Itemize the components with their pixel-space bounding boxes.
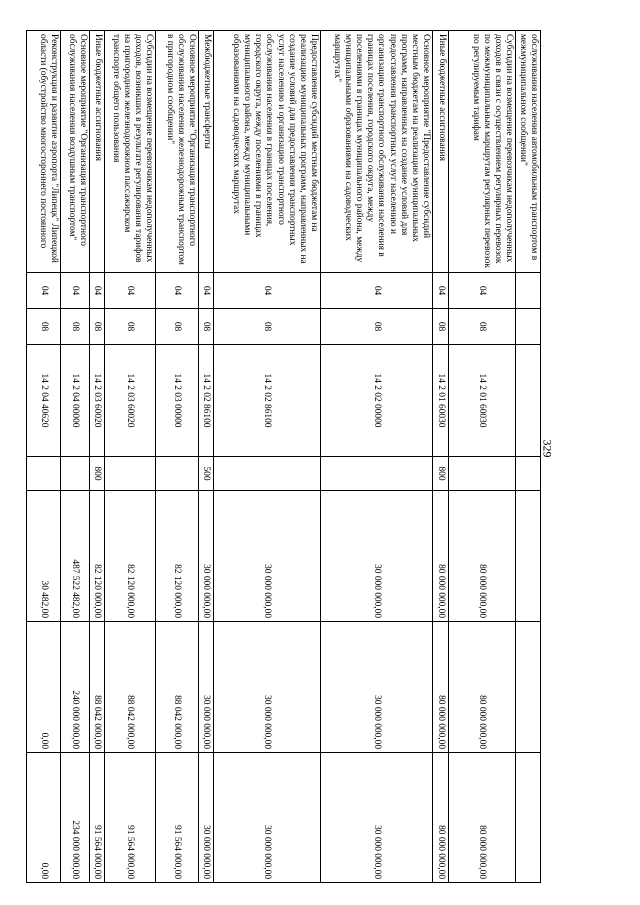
table-row (89, 31, 104, 883)
amount-year-2-cell (515, 622, 540, 753)
expense-type-cell (60, 457, 89, 491)
table-row (155, 31, 198, 883)
target-article-cell: 14 2 02 86100 (198, 345, 213, 457)
table-row (320, 31, 432, 883)
amount-year-2-cell: 30 000 000,00 (320, 622, 432, 753)
amount-year-3-cell: 234 000 000,00 (60, 753, 89, 883)
expense-type-cell (213, 457, 320, 491)
page-number: 329 (540, 439, 555, 458)
row-name-cell: Основное мероприятие "Предоставление субсидий местным бюджетам на реализацию муниципальных программ, направленных на создание условий для предоставления транспортных услуг населению и организацию транспортного обслуживания населения в границах поселения, городского округа, между поселениями в границах муниципального района, между муниципальными образованиями на садоводческих маршрутах" (320, 31, 432, 273)
amount-year-3-cell: 30 000 000,00 (198, 753, 213, 883)
subsection-cell: 08 (104, 309, 155, 345)
section-cell (515, 273, 540, 309)
amount-year-3-cell: 0,00 (26, 753, 60, 883)
table-row (26, 31, 60, 883)
amount-year-3-cell: 80 000 000,00 (448, 753, 515, 883)
table-row (104, 31, 155, 883)
row-name-cell: Межбюджетные трансферты (198, 31, 213, 273)
table-row (448, 31, 515, 883)
target-article-cell: 14 2 01 60030 (448, 345, 515, 457)
section-cell: 04 (320, 273, 432, 309)
amount-year-1-cell: 30 000 000,00 (198, 491, 213, 622)
amount-year-2-cell: 30 000 000,00 (213, 622, 320, 753)
section-cell: 04 (432, 273, 448, 309)
target-article-cell: 14 2 03 60020 (89, 345, 104, 457)
section-cell: 04 (198, 273, 213, 309)
section-cell: 04 (213, 273, 320, 309)
expense-type-cell (104, 457, 155, 491)
section-cell: 04 (89, 273, 104, 309)
target-article-cell: 14 2 03 60020 (104, 345, 155, 457)
amount-year-1-cell: 30 000 000,00 (320, 491, 432, 622)
subsection-cell: 08 (448, 309, 515, 345)
target-article-cell: 14 2 01 60030 (432, 345, 448, 457)
table-row (515, 31, 540, 883)
amount-year-3-cell: 91 564 000,00 (155, 753, 198, 883)
section-cell: 04 (448, 273, 515, 309)
expense-type-cell (155, 457, 198, 491)
target-article-cell: 14 2 02 00000 (320, 345, 432, 457)
amount-year-3-cell: 91 564 000,00 (104, 753, 155, 883)
subsection-cell: 08 (89, 309, 104, 345)
amount-year-1-cell: 82 120 000,00 (155, 491, 198, 622)
row-name-cell: Иные бюджетные ассигнования (432, 31, 448, 273)
target-article-cell: 14 2 02 86100 (213, 345, 320, 457)
row-name-cell: Реконструкция и развитие аэропорта "Липецк" Липецкой области (обустройство многостороннего постоянного (26, 31, 60, 273)
amount-year-1-cell: 82 120 000,00 (104, 491, 155, 622)
amount-year-1-cell: 30 482,00 (26, 491, 60, 622)
subsection-cell: 08 (213, 309, 320, 345)
target-article-cell: 14 2 04 40620 (26, 345, 60, 457)
subsection-cell: 08 (320, 309, 432, 345)
amount-year-3-cell (515, 753, 540, 883)
section-cell: 04 (104, 273, 155, 309)
amount-year-2-cell: 88 042 000,00 (155, 622, 198, 753)
budget-table-body (26, 31, 540, 883)
section-cell: 04 (26, 273, 60, 309)
row-name-cell: Основное мероприятие "Организация транспортного обслуживания населения железнодорожным транспортом в пригородном сообщении" (155, 31, 198, 273)
subsection-cell: 08 (155, 309, 198, 345)
subsection-cell: 08 (198, 309, 213, 345)
table-row (213, 31, 320, 883)
amount-year-1-cell: 30 000 000,00 (213, 491, 320, 622)
row-name-cell: Иные бюджетные ассигнования (89, 31, 104, 273)
target-article-cell (515, 345, 540, 457)
subsection-cell: 08 (26, 309, 60, 345)
section-cell: 04 (155, 273, 198, 309)
expense-type-cell: 800 (89, 457, 104, 491)
row-name-cell: Основное мероприятие "Организация транспортного обслуживания населения воздушным транспортом" (60, 31, 89, 273)
expense-type-cell (320, 457, 432, 491)
row-name-cell: Предоставление субсидий местным бюджетам на реализацию муниципальных программ, направленных на создание условий для предоставления транспортных услуг населению и организацию транспортного обслуживания населения в границах поселения, городского округа, между поселениями в границах муниципального района, между муниципальными образованиями на садоводческих маршрутах (213, 31, 320, 273)
target-article-cell: 14 2 03 00000 (155, 345, 198, 457)
amount-year-1-cell: 487 522 482,00 (60, 491, 89, 622)
expense-type-cell (515, 457, 540, 491)
amount-year-1-cell: 80 000 000,00 (432, 491, 448, 622)
row-name-cell: Субсидии на возмещение перевозчикам недополученных доходов, возникших в результате регулирования тарифов на пригородном железнодорожном пассажирском транспорте общего пользования (104, 31, 155, 273)
amount-year-1-cell: 80 000 000,00 (448, 491, 515, 622)
row-name-cell: обслуживания населения автомобильным транспортом в межмуниципальном сообщении" (515, 31, 540, 273)
amount-year-2-cell: 88 042 000,00 (89, 622, 104, 753)
budget-table (26, 30, 541, 883)
expense-type-cell: 500 (198, 457, 213, 491)
amount-year-3-cell: 91 564 000,00 (89, 753, 104, 883)
amount-year-2-cell: 80 000 000,00 (448, 622, 515, 753)
amount-year-3-cell: 80 000 000,00 (432, 753, 448, 883)
section-cell: 04 (60, 273, 89, 309)
amount-year-2-cell: 240 000 000,00 (60, 622, 89, 753)
table-row (432, 31, 448, 883)
amount-year-2-cell: 88 042 000,00 (104, 622, 155, 753)
subsection-cell: 08 (60, 309, 89, 345)
target-article-cell: 14 2 04 00000 (60, 345, 89, 457)
table-row (60, 31, 89, 883)
subsection-cell (515, 309, 540, 345)
amount-year-1-cell (515, 491, 540, 622)
amount-year-3-cell: 30 000 000,00 (213, 753, 320, 883)
table-row (198, 31, 213, 883)
expense-type-cell: 800 (432, 457, 448, 491)
row-name-cell: Субсидии на возмещение перевозчикам недополученных доходов в связи с осуществлением регулярных перевозок по межмуниципальным маршрутам регулярных перевозок по регулируемым тарифам (448, 31, 515, 273)
expense-type-cell (448, 457, 515, 491)
amount-year-3-cell: 30 000 000,00 (320, 753, 432, 883)
subsection-cell: 08 (432, 309, 448, 345)
amount-year-2-cell: 30 000 000,00 (198, 622, 213, 753)
amount-year-1-cell: 82 120 000,00 (89, 491, 104, 622)
amount-year-2-cell: 0,00 (26, 622, 60, 753)
amount-year-2-cell: 80 000 000,00 (432, 622, 448, 753)
expense-type-cell (26, 457, 60, 491)
table-rotated (37, 30, 541, 882)
table-viewport (37, 30, 541, 882)
